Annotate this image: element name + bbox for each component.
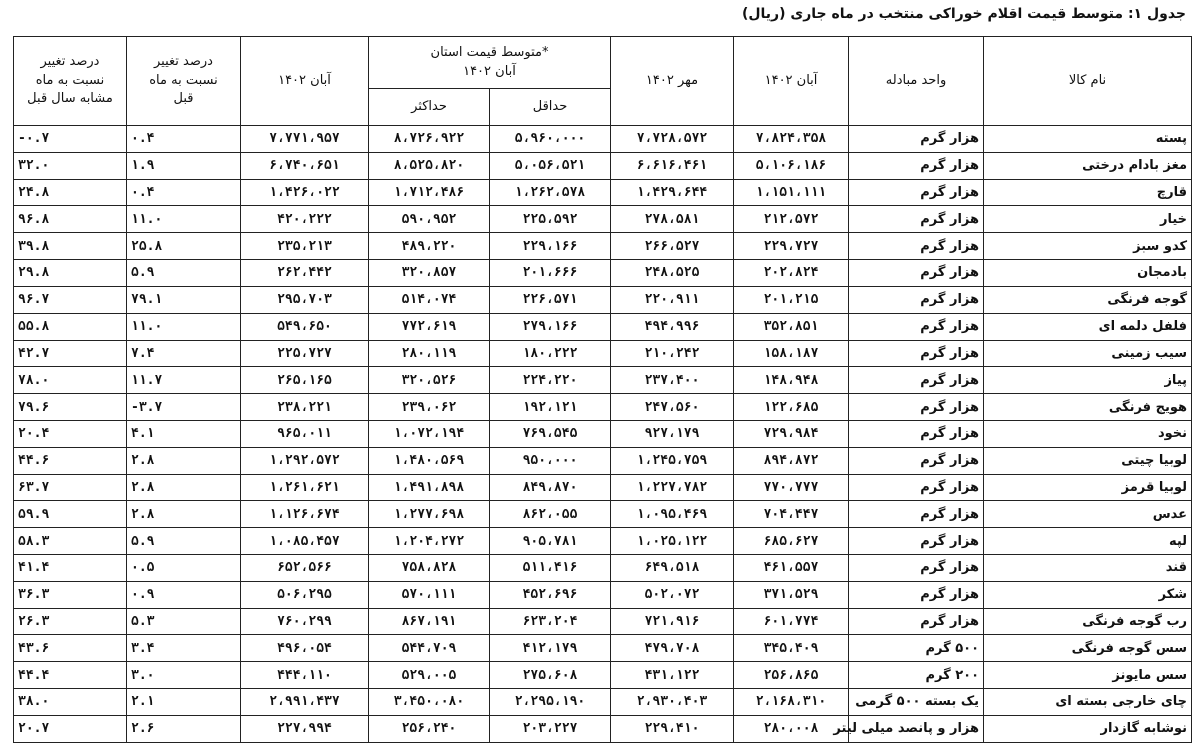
cell-change-year: ۲۰.۴ bbox=[14, 420, 127, 447]
cell-aban-prev: ۴۲۰،۲۲۲ bbox=[241, 206, 369, 233]
cell-aban: ۴۶۱،۵۵۷ bbox=[734, 555, 849, 582]
cell-mehr: ۱،۴۲۹،۶۴۴ bbox=[611, 179, 734, 206]
cell-aban: ۳۴۵،۴۰۹ bbox=[734, 635, 849, 662]
cell-unit: هزار گرم bbox=[849, 233, 984, 260]
cell-max: ۲۵۶،۲۴۰ bbox=[369, 715, 490, 742]
cell-item-name: لپه bbox=[984, 528, 1192, 555]
price-table bbox=[13, 36, 1192, 743]
cell-item-name: خیار bbox=[984, 206, 1192, 233]
cell-aban: ۲۲۹،۷۲۷ bbox=[734, 233, 849, 260]
cell-item-name: فلفل دلمه ای bbox=[984, 313, 1192, 340]
cell-min: ۱،۲۶۲،۵۷۸ bbox=[490, 179, 611, 206]
table-row bbox=[14, 689, 1192, 716]
cell-change-month: ۲۵.۸ bbox=[127, 233, 241, 260]
cell-aban: ۷۲۹،۹۸۴ bbox=[734, 420, 849, 447]
cell-aban: ۲۰۲،۸۲۴ bbox=[734, 260, 849, 287]
cell-mehr: ۴۳۱،۱۲۲ bbox=[611, 662, 734, 689]
cell-max: ۳۲۰،۸۵۷ bbox=[369, 260, 490, 287]
cell-mehr: ۱،۲۲۷،۷۸۲ bbox=[611, 474, 734, 501]
cell-item-name: پسته bbox=[984, 126, 1192, 153]
cell-item-name: نوشابه گازدار bbox=[984, 715, 1192, 742]
cell-mehr: ۲۲۹،۴۱۰ bbox=[611, 715, 734, 742]
cell-min: ۵،۹۶۰،۰۰۰ bbox=[490, 126, 611, 153]
cell-unit: هزار گرم bbox=[849, 206, 984, 233]
cell-mehr: ۲۳۷،۴۰۰ bbox=[611, 367, 734, 394]
cell-change-month: ۷۹.۱ bbox=[127, 286, 241, 313]
cell-max: ۷۷۲،۶۱۹ bbox=[369, 313, 490, 340]
cell-aban-prev: ۲۹۵،۷۰۳ bbox=[241, 286, 369, 313]
cell-change-month: ۱۱.۰ bbox=[127, 313, 241, 340]
table-row bbox=[14, 447, 1192, 474]
cell-mehr: ۹۲۷،۱۷۹ bbox=[611, 420, 734, 447]
cell-mehr: ۱،۰۲۵،۱۲۲ bbox=[611, 528, 734, 555]
cell-item-name: هویج فرنگی bbox=[984, 394, 1192, 421]
cell-change-month: ۱۱.۷ bbox=[127, 367, 241, 394]
cell-change-year: ۴۱.۴ bbox=[14, 555, 127, 582]
table-row bbox=[14, 394, 1192, 421]
table-row bbox=[14, 367, 1192, 394]
cell-mehr: ۵۰۲،۰۷۲ bbox=[611, 581, 734, 608]
cell-min: ۸۶۲،۰۵۵ bbox=[490, 501, 611, 528]
cell-min: ۲۷۹،۱۶۶ bbox=[490, 313, 611, 340]
table-row bbox=[14, 152, 1192, 179]
cell-min: ۷۶۹،۵۴۵ bbox=[490, 420, 611, 447]
cell-aban-prev: ۵۰۶،۲۹۵ bbox=[241, 581, 369, 608]
cell-item-name: چای خارجی بسته ای bbox=[984, 689, 1192, 716]
cell-mehr: ۶۴۹،۵۱۸ bbox=[611, 555, 734, 582]
table-row bbox=[14, 340, 1192, 367]
cell-aban-prev: ۲۶۵،۱۶۵ bbox=[241, 367, 369, 394]
cell-mehr: ۲۴۷،۵۶۰ bbox=[611, 394, 734, 421]
cell-aban: ۱۵۸،۱۸۷ bbox=[734, 340, 849, 367]
header-province-average: متوسط قیمت استان* آبان ۱۴۰۲ bbox=[369, 37, 611, 89]
cell-min: ۶۲۳،۲۰۴ bbox=[490, 608, 611, 635]
cell-change-year: ۳۲.۰ bbox=[14, 152, 127, 179]
cell-aban: ۱۴۸،۹۴۸ bbox=[734, 367, 849, 394]
cell-max: ۸،۵۲۵،۸۲۰ bbox=[369, 152, 490, 179]
cell-min: ۲،۲۹۵،۱۹۰ bbox=[490, 689, 611, 716]
cell-change-month: -۳.۷ bbox=[127, 394, 241, 421]
cell-aban: ۵،۱۰۶،۱۸۶ bbox=[734, 152, 849, 179]
cell-min: ۹۵۰،۰۰۰ bbox=[490, 447, 611, 474]
table-row bbox=[14, 179, 1192, 206]
cell-aban-prev: ۱،۴۲۶،۰۲۲ bbox=[241, 179, 369, 206]
cell-aban: ۷۰۴،۴۴۷ bbox=[734, 501, 849, 528]
cell-aban-prev: ۲،۹۹۱،۴۳۷ bbox=[241, 689, 369, 716]
cell-change-year: ۴۴.۴ bbox=[14, 662, 127, 689]
cell-change-month: ۳.۴ bbox=[127, 635, 241, 662]
cell-unit: هزار گرم bbox=[849, 179, 984, 206]
cell-mehr: ۷۲۱،۹۱۶ bbox=[611, 608, 734, 635]
cell-aban-prev: ۶۵۲،۵۶۶ bbox=[241, 555, 369, 582]
cell-change-year: ۳۶.۳ bbox=[14, 581, 127, 608]
header-mehr: مهر ۱۴۰۲ bbox=[611, 37, 734, 126]
cell-mehr: ۴۹۴،۹۹۶ bbox=[611, 313, 734, 340]
cell-unit: هزار گرم bbox=[849, 608, 984, 635]
cell-change-month: ۱۱.۰ bbox=[127, 206, 241, 233]
cell-change-year: ۴۲.۷ bbox=[14, 340, 127, 367]
cell-aban-prev: ۷۶۰،۲۹۹ bbox=[241, 608, 369, 635]
cell-min: ۱۸۰،۲۲۲ bbox=[490, 340, 611, 367]
cell-max: ۵۷۰،۱۱۱ bbox=[369, 581, 490, 608]
cell-change-month: ۵.۳ bbox=[127, 608, 241, 635]
cell-item-name: لوبیا چیتی bbox=[984, 447, 1192, 474]
cell-change-month: ۰.۹ bbox=[127, 581, 241, 608]
cell-change-year: ۹۶.۸ bbox=[14, 206, 127, 233]
cell-aban-prev: ۷،۷۷۱،۹۵۷ bbox=[241, 126, 369, 153]
cell-min: ۸۴۹،۸۷۰ bbox=[490, 474, 611, 501]
cell-change-year: ۲۴.۸ bbox=[14, 179, 127, 206]
cell-max: ۸،۷۲۶،۹۲۲ bbox=[369, 126, 490, 153]
cell-change-year: ۳۹.۸ bbox=[14, 233, 127, 260]
header-unit: واحد مبادله bbox=[849, 37, 984, 126]
cell-aban: ۲۵۶،۸۶۵ bbox=[734, 662, 849, 689]
cell-aban-prev: ۵۴۹،۶۵۰ bbox=[241, 313, 369, 340]
cell-item-name: گوجه فرنگی bbox=[984, 286, 1192, 313]
header-aban-prev: آبان ۱۴۰۲ bbox=[241, 37, 369, 126]
cell-max: ۱،۲۰۴،۲۷۲ bbox=[369, 528, 490, 555]
cell-aban: ۲۰۱،۲۱۵ bbox=[734, 286, 849, 313]
cell-unit: هزار گرم bbox=[849, 474, 984, 501]
table-row bbox=[14, 608, 1192, 635]
cell-change-month: ۰.۴ bbox=[127, 126, 241, 153]
cell-min: ۴۱۲،۱۷۹ bbox=[490, 635, 611, 662]
cell-max: ۲۸۰،۱۱۹ bbox=[369, 340, 490, 367]
table-row bbox=[14, 501, 1192, 528]
table-row bbox=[14, 555, 1192, 582]
cell-item-name: شکر bbox=[984, 581, 1192, 608]
cell-max: ۵۴۴،۷۰۹ bbox=[369, 635, 490, 662]
cell-item-name: رب گوجه فرنگی bbox=[984, 608, 1192, 635]
table-row bbox=[14, 715, 1192, 742]
table-body bbox=[14, 126, 1192, 743]
cell-min: ۲۰۳،۲۲۷ bbox=[490, 715, 611, 742]
cell-min: ۲۰۱،۶۶۶ bbox=[490, 260, 611, 287]
cell-aban: ۲۱۲،۵۷۲ bbox=[734, 206, 849, 233]
cell-change-month: ۰.۵ bbox=[127, 555, 241, 582]
cell-max: ۵۲۹،۰۰۵ bbox=[369, 662, 490, 689]
cell-min: ۲۲۴،۲۲۰ bbox=[490, 367, 611, 394]
cell-unit: یک بسته ۵۰۰ گرمی bbox=[849, 689, 984, 716]
cell-mehr: ۶،۶۱۶،۴۶۱ bbox=[611, 152, 734, 179]
cell-change-year: ۹۶.۷ bbox=[14, 286, 127, 313]
table-row bbox=[14, 286, 1192, 313]
cell-min: ۱۹۲،۱۲۱ bbox=[490, 394, 611, 421]
cell-min: ۲۲۶،۵۷۱ bbox=[490, 286, 611, 313]
cell-max: ۸۶۷،۱۹۱ bbox=[369, 608, 490, 635]
cell-change-month: ۷.۴ bbox=[127, 340, 241, 367]
cell-change-year: ۲۶.۳ bbox=[14, 608, 127, 635]
cell-max: ۵۱۴،۰۷۴ bbox=[369, 286, 490, 313]
cell-max: ۱،۷۱۲،۴۸۶ bbox=[369, 179, 490, 206]
cell-mehr: ۱،۲۴۵،۷۵۹ bbox=[611, 447, 734, 474]
cell-unit: هزار و پانصد میلی لیتر bbox=[849, 715, 984, 742]
cell-item-name: پیاز bbox=[984, 367, 1192, 394]
cell-aban-prev: ۴۹۶،۰۵۴ bbox=[241, 635, 369, 662]
table-row bbox=[14, 206, 1192, 233]
cell-change-month: ۲.۶ bbox=[127, 715, 241, 742]
cell-change-month: ۲.۱ bbox=[127, 689, 241, 716]
cell-change-year: -۰.۷ bbox=[14, 126, 127, 153]
cell-max: ۱،۰۷۲،۱۹۴ bbox=[369, 420, 490, 447]
header-max: حداکثر bbox=[369, 89, 490, 126]
cell-unit: ۲۰۰ گرم bbox=[849, 662, 984, 689]
cell-min: ۴۵۲،۶۹۶ bbox=[490, 581, 611, 608]
cell-aban: ۳۷۱،۵۲۹ bbox=[734, 581, 849, 608]
cell-max: ۱،۴۸۰،۵۶۹ bbox=[369, 447, 490, 474]
cell-mehr: ۲۲۰،۹۱۱ bbox=[611, 286, 734, 313]
table-caption: جدول ۱: متوسط قیمت اقلام خوراکی منتخب در ماه جاری (ریال) bbox=[741, 6, 1186, 22]
cell-change-month: ۲.۸ bbox=[127, 501, 241, 528]
cell-aban: ۷،۸۲۴،۳۵۸ bbox=[734, 126, 849, 153]
cell-unit: هزار گرم bbox=[849, 152, 984, 179]
table-row bbox=[14, 313, 1192, 340]
cell-item-name: سیب زمینی bbox=[984, 340, 1192, 367]
cell-change-month: ۲.۸ bbox=[127, 474, 241, 501]
table-row bbox=[14, 528, 1192, 555]
cell-item-name: مغز بادام درختی bbox=[984, 152, 1192, 179]
cell-item-name: قارچ bbox=[984, 179, 1192, 206]
cell-aban: ۱،۱۵۱،۱۱۱ bbox=[734, 179, 849, 206]
cell-aban: ۲،۱۶۸،۳۱۰ bbox=[734, 689, 849, 716]
table-row bbox=[14, 126, 1192, 153]
cell-max: ۳،۴۵۰،۰۸۰ bbox=[369, 689, 490, 716]
table-row bbox=[14, 233, 1192, 260]
cell-min: ۲۷۵،۶۰۸ bbox=[490, 662, 611, 689]
cell-aban-prev: ۲۶۲،۴۴۲ bbox=[241, 260, 369, 287]
cell-change-month: ۳.۰ bbox=[127, 662, 241, 689]
cell-mehr: ۷،۷۲۸،۵۷۲ bbox=[611, 126, 734, 153]
cell-unit: هزار گرم bbox=[849, 394, 984, 421]
cell-unit: هزار گرم bbox=[849, 555, 984, 582]
table-row bbox=[14, 474, 1192, 501]
cell-min: ۹۰۵،۷۸۱ bbox=[490, 528, 611, 555]
cell-aban: ۲۸۰،۰۰۸ bbox=[734, 715, 849, 742]
cell-mehr: ۲۴۸،۵۲۵ bbox=[611, 260, 734, 287]
cell-change-year: ۵۹.۹ bbox=[14, 501, 127, 528]
cell-aban-prev: ۱،۰۸۵،۴۵۷ bbox=[241, 528, 369, 555]
cell-aban: ۷۷۰،۷۷۷ bbox=[734, 474, 849, 501]
cell-change-month: ۱.۹ bbox=[127, 152, 241, 179]
header-item-name: نام کالا bbox=[984, 37, 1192, 126]
cell-aban: ۳۵۲،۸۵۱ bbox=[734, 313, 849, 340]
cell-change-year: ۷۹.۶ bbox=[14, 394, 127, 421]
cell-unit: هزار گرم bbox=[849, 260, 984, 287]
cell-mehr: ۲۱۰،۲۴۲ bbox=[611, 340, 734, 367]
cell-max: ۳۲۰،۵۲۶ bbox=[369, 367, 490, 394]
cell-item-name: سس مایونز bbox=[984, 662, 1192, 689]
cell-max: ۴۸۹،۲۲۰ bbox=[369, 233, 490, 260]
cell-mehr: ۲۷۸،۵۸۱ bbox=[611, 206, 734, 233]
cell-max: ۲۳۹،۰۶۲ bbox=[369, 394, 490, 421]
cell-change-month: ۵.۹ bbox=[127, 260, 241, 287]
table-row bbox=[14, 260, 1192, 287]
cell-item-name: بادمجان bbox=[984, 260, 1192, 287]
cell-mehr: ۲،۹۳۰،۴۰۳ bbox=[611, 689, 734, 716]
cell-unit: هزار گرم bbox=[849, 367, 984, 394]
cell-item-name: عدس bbox=[984, 501, 1192, 528]
cell-change-year: ۷۸.۰ bbox=[14, 367, 127, 394]
header-change-year: درصد تغییر نسبت به ماه مشابه سال قبل bbox=[14, 37, 127, 126]
cell-min: ۲۲۵،۵۹۲ bbox=[490, 206, 611, 233]
cell-unit: هزار گرم bbox=[849, 447, 984, 474]
cell-aban-prev: ۲۳۸،۲۲۱ bbox=[241, 394, 369, 421]
cell-aban-prev: ۹۶۵،۰۱۱ bbox=[241, 420, 369, 447]
cell-change-month: ۴.۱ bbox=[127, 420, 241, 447]
cell-min: ۵،۰۵۶،۵۲۱ bbox=[490, 152, 611, 179]
cell-change-year: ۵۵.۸ bbox=[14, 313, 127, 340]
cell-unit: هزار گرم bbox=[849, 501, 984, 528]
cell-aban: ۶۰۱،۷۷۴ bbox=[734, 608, 849, 635]
cell-unit: ۵۰۰ گرم bbox=[849, 635, 984, 662]
cell-mehr: ۱،۰۹۵،۴۶۹ bbox=[611, 501, 734, 528]
cell-max: ۱،۴۹۱،۸۹۸ bbox=[369, 474, 490, 501]
cell-change-year: ۶۳.۷ bbox=[14, 474, 127, 501]
header-change-month: درصد تغییر نسبت به ماه قبل bbox=[127, 37, 241, 126]
cell-aban-prev: ۱،۱۲۶،۶۷۴ bbox=[241, 501, 369, 528]
cell-change-year: ۲۰.۷ bbox=[14, 715, 127, 742]
cell-unit: هزار گرم bbox=[849, 286, 984, 313]
cell-change-year: ۵۸.۳ bbox=[14, 528, 127, 555]
cell-change-month: ۰.۴ bbox=[127, 179, 241, 206]
cell-aban: ۱۲۲،۶۸۵ bbox=[734, 394, 849, 421]
table-row bbox=[14, 420, 1192, 447]
cell-aban-prev: ۱،۲۹۲،۵۷۲ bbox=[241, 447, 369, 474]
cell-item-name: سس گوجه فرنگی bbox=[984, 635, 1192, 662]
cell-min: ۲۲۹،۱۶۶ bbox=[490, 233, 611, 260]
header-min: حداقل bbox=[490, 89, 611, 126]
cell-aban: ۸۹۴،۸۷۲ bbox=[734, 447, 849, 474]
cell-change-year: ۳۸.۰ bbox=[14, 689, 127, 716]
table-row bbox=[14, 662, 1192, 689]
cell-aban-prev: ۲۳۵،۲۱۳ bbox=[241, 233, 369, 260]
table-row bbox=[14, 635, 1192, 662]
cell-max: ۷۵۸،۸۲۸ bbox=[369, 555, 490, 582]
cell-aban: ۶۸۵،۶۲۷ bbox=[734, 528, 849, 555]
cell-item-name: نخود bbox=[984, 420, 1192, 447]
cell-item-name: لوبیا قرمز bbox=[984, 474, 1192, 501]
cell-mehr: ۲۶۶،۵۲۷ bbox=[611, 233, 734, 260]
cell-aban-prev: ۱،۲۶۱،۶۲۱ bbox=[241, 474, 369, 501]
cell-change-month: ۲.۸ bbox=[127, 447, 241, 474]
table-row bbox=[14, 581, 1192, 608]
cell-max: ۵۹۰،۹۵۲ bbox=[369, 206, 490, 233]
cell-min: ۵۱۱،۴۱۶ bbox=[490, 555, 611, 582]
cell-mehr: ۴۷۹،۷۰۸ bbox=[611, 635, 734, 662]
cell-aban-prev: ۶،۷۴۰،۶۵۱ bbox=[241, 152, 369, 179]
cell-aban-prev: ۲۲۷،۹۹۴ bbox=[241, 715, 369, 742]
cell-unit: هزار گرم bbox=[849, 528, 984, 555]
cell-change-year: ۴۳.۶ bbox=[14, 635, 127, 662]
cell-aban-prev: ۲۲۵،۷۲۷ bbox=[241, 340, 369, 367]
cell-aban-prev: ۴۴۴،۱۱۰ bbox=[241, 662, 369, 689]
cell-unit: هزار گرم bbox=[849, 420, 984, 447]
cell-item-name: قند bbox=[984, 555, 1192, 582]
cell-max: ۱،۲۷۷،۶۹۸ bbox=[369, 501, 490, 528]
cell-change-year: ۲۹.۸ bbox=[14, 260, 127, 287]
cell-change-year: ۴۴.۶ bbox=[14, 447, 127, 474]
cell-unit: هزار گرم bbox=[849, 126, 984, 153]
header-aban: آبان ۱۴۰۲ bbox=[734, 37, 849, 126]
cell-change-month: ۵.۹ bbox=[127, 528, 241, 555]
cell-unit: هزار گرم bbox=[849, 313, 984, 340]
cell-unit: هزار گرم bbox=[849, 581, 984, 608]
cell-unit: هزار گرم bbox=[849, 340, 984, 367]
cell-item-name: کدو سبز bbox=[984, 233, 1192, 260]
